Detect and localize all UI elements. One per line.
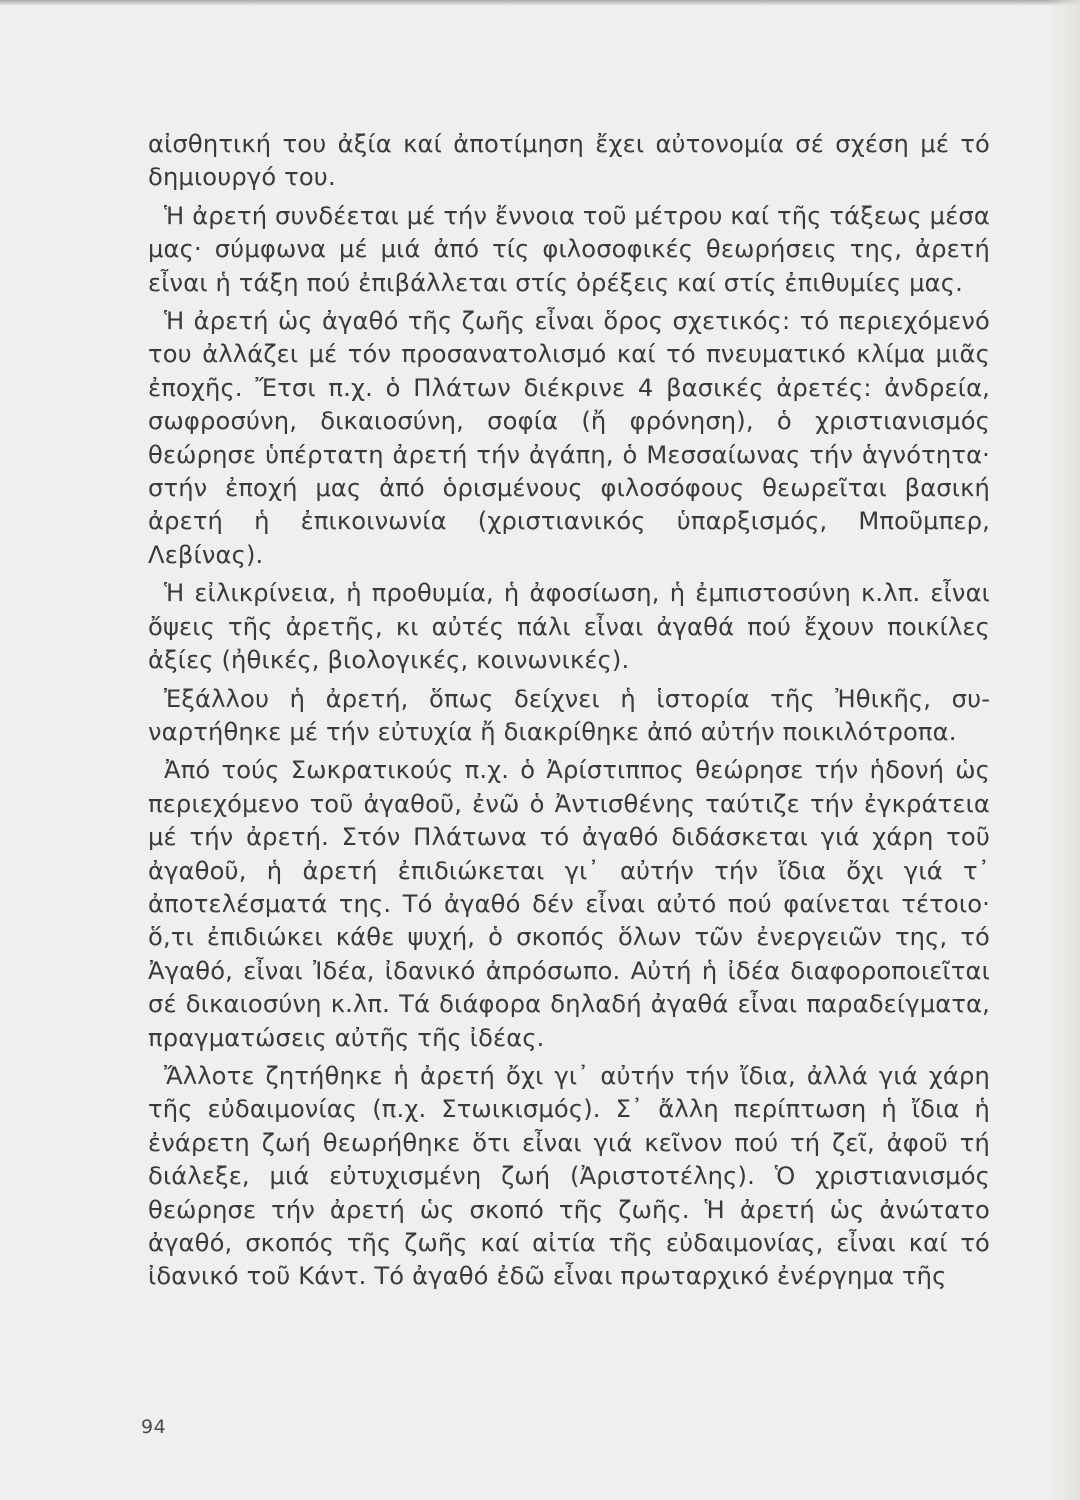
body-text — [148, 128, 990, 1294]
scan-shadow-right — [1046, 0, 1080, 1500]
paragraph-continuation: αἰσθητική του ἀξία καί ἀποτίμηση ἔχει αὐτονομία σέ σχέση μέ τό δημιουργό του. — [148, 130, 990, 192]
paragraph-eudaimonia: Ἄλλοτε ζητήθηκε ἡ ἀρετή ὄχι γι᾽ αὐτήν τήν ἴδια, ἀλλά γιά χάρη τῆς εὐδαιμονίας (π.χ. Στωικισμός). Σ᾽ ἄλλη περίπτωση ἡ ἴδια ἡ ἐνάρετη ζωή θεωρήθηκε ὅτι εἶναι γιά κεῖνον πού τή ζεῖ, ἀφοῦ τή διάλεξε, μιά εὐτυχισμένη ζωή (Ἀριστοτέλης). Ὁ χριστιανισμός θεώρησε τήν ἀρετή ὡς σκοπό τῆς ζωῆς. Ἡ ἀρετή ὡς ἀνώτατο ἀγαθό, σκοπός τῆς ζωῆς καί αἰτία τῆς εὐδαιμονίας, εἶναι καί τό ἰδανικό τοῦ Κάντ. Τό ἀγαθό ἐδῶ εἶναι πρωταρχικό ἐνέργημα τῆς — [148, 1061, 990, 1291]
paragraph-socratics: Ἀπό τούς Σωκρατικούς π.χ. ὁ Ἀρίστιππος θεώρησε τήν ἡδονή ὡς περιεχόμενο τοῦ ἀγαθοῦ, ἐνῶ ὁ Ἀντισθένης ταύτιζε τήν ἐγκράτεια μέ τήν ἀρετή. Στόν Πλάτωνα τό ἀγαθό διδάσκεται γιά χάρη τοῦ ἀγαθοῦ, ἡ ἀρετή ἐπιδιώκεται γι᾽ αὐτήν τήν ἴδια ὄχι γιά τ᾽ ἀποτελέσματά της. Τό ἀγαθό δέν εἶναι αὐτό πού φαίνεται τέτοιο· ὅ,τι ἐπιδιώκει κάθε ψυχή, ὁ σκοπός ὅλων τῶν ἐνεργειῶν της, τό Ἀγαθό, εἶναι Ἰδέα, ἰδανικό ἀπρόσωπο. Αὐτή ἡ ἰδέα διαφοροποιεῖται σέ δικαιοσύνη κ.λπ. Τά διάφορα δηλαδή ἀγαθά εἶναι παραδείγματα, πραγματώσεις αὐτῆς τῆς ἰδέας. — [148, 756, 990, 1052]
page-number: 94 — [141, 1416, 167, 1438]
paragraph-aspects-of-virtue: Ἡ εἰλικρίνεια, ἡ προθυμία, ἡ ἀφοσίωση, ἡ ἐμπιστοσύνη κ.λπ. εἶναι ὄψεις τῆς ἀρετῆς, κι αὐτές πάλι εἶναι ἀγαθά πού ἔχουν ποικίλες ἀξίες (ἠθικές, βιολογικές, κοινωνικές). — [148, 579, 990, 675]
paragraph-virtue-happiness: Ἐξάλλου ἡ ἀρετή, ὅπως δείχνει ἡ ἱστορία τῆς Ἠθικῆς, συναρτήθηκε μέ τήν εὐτυχία ἤ διακρίθηκε ἀπό αὐτήν ποικιλότροπα. — [148, 684, 990, 746]
paragraph-virtue-relative: Ἡ ἀρετή ὡς ἀγαθό τῆς ζωῆς εἶναι ὅρος σχετικός: τό περιεχόμενό του ἀλλάζει μέ τόν προσανατολισμό καί τό πνευματικό κλίμα μιᾶς ἐποχῆς. Ἔτσι π.χ. ὁ Πλάτων διέκρινε 4 βασικές ἀρετές: ἀνδρεία, σωφροσύνη, δικαιοσύνη, σοφία (ἤ φρόνηση), ὁ χριστιανισμός θεώρησε ὑπέρτατη ἀρετή τήν ἀγάπη, ὁ Μεσσαίωνας τήν ἁγνότητα· στήν ἐποχή μας ἀπό ὁρισμένους φιλοσόφους θεωρεῖται βασική ἀρετή ἡ ἐπικοινωνία (χριστιανικός ὑπαρξισμός, Μποῦμπερ, Λεβίνας). — [148, 307, 990, 569]
paragraph-virtue-measure: Ἡ ἀρετή συνδέεται μέ τήν ἔννοια τοῦ μέτρου καί τῆς τάξεως μέσα μας· σύμφωνα μέ μιά ἀπό τίς φιλοσοφικές θεωρήσεις της, ἀρετή εἶναι ἡ τάξη πού ἐπιβάλλεται στίς ὀρέξεις καί στίς ἐπιθυμίες μας. — [148, 201, 990, 297]
scan-edge-top — [0, 0, 1080, 6]
